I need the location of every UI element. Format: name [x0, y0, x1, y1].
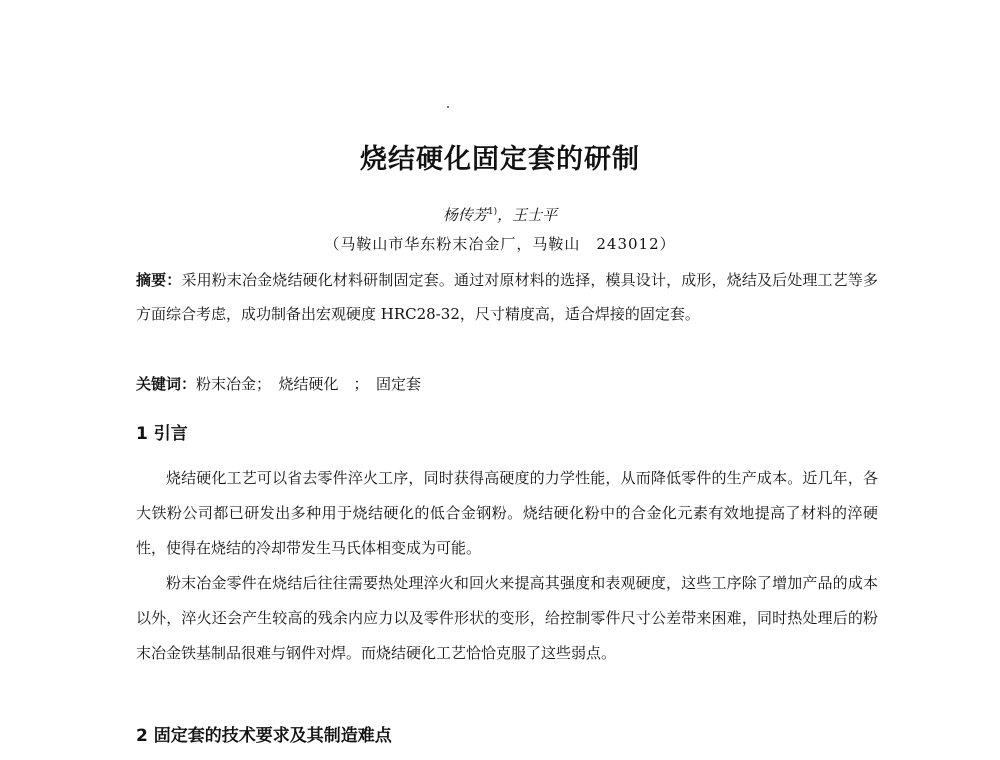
author-primary: 杨传芳: [442, 206, 488, 224]
scan-speck: [447, 106, 449, 108]
affiliation: （马鞍山市华东粉末冶金厂，马鞍山 243012）: [324, 235, 676, 253]
intro-paragraph-1: 烧结硬化工艺可以省去零件淬火工序，同时获得高硬度的力学性能，从而降低零件的生产成本。近几年，各大铁粉公司都已研发出多种用于烧结硬化的低合金钢粉。烧结硬化粉中的合金化元素有效地提高了材料的淬硬性，使得在烧结的冷却带发生马氏体相变成为可能。: [136, 469, 878, 557]
abstract-text: 采用粉末冶金烧结硬化材料研制固定套。通过对原材料的选择，模具设计，成形，烧结及后处理工艺等多方面综合考虑，成功制备出宏观硬度 HRC28-32，尺寸精度高，适合焊接的固定套。: [136, 271, 878, 323]
author-line: [0, 201, 1000, 226]
section-heading-introduction: 1 引言: [136, 424, 188, 444]
keywords-label: 关键词：: [136, 375, 197, 393]
author-footnote-mark: 1): [487, 207, 498, 217]
keywords: [136, 367, 878, 401]
keywords-text: 粉末冶金； 烧结硬化 ； 固定套: [196, 375, 422, 393]
paper-title: 烧结硬化固定套的研制: [360, 144, 640, 175]
section-heading-requirements: 2 固定套的技术要求及其制造难点: [136, 726, 392, 746]
intro-paragraph-2: 粉末冶金零件在烧结后往往需要热处理淬火和回火来提高其强度和表观硬度，这些工序除了增加产品的成本以外，淬火还会产生较高的残余内应力以及零件形状的变形，给控制零件尺寸公差带来困难，同时热处理后的粉末冶金铁基制品很难与钢件对焊。而烧结硬化工艺恰恰克服了这些弱点。: [136, 574, 878, 662]
abstract: [136, 263, 878, 331]
abstract-label: 摘要：: [136, 271, 182, 289]
author-secondary: ，王士平: [497, 206, 558, 224]
